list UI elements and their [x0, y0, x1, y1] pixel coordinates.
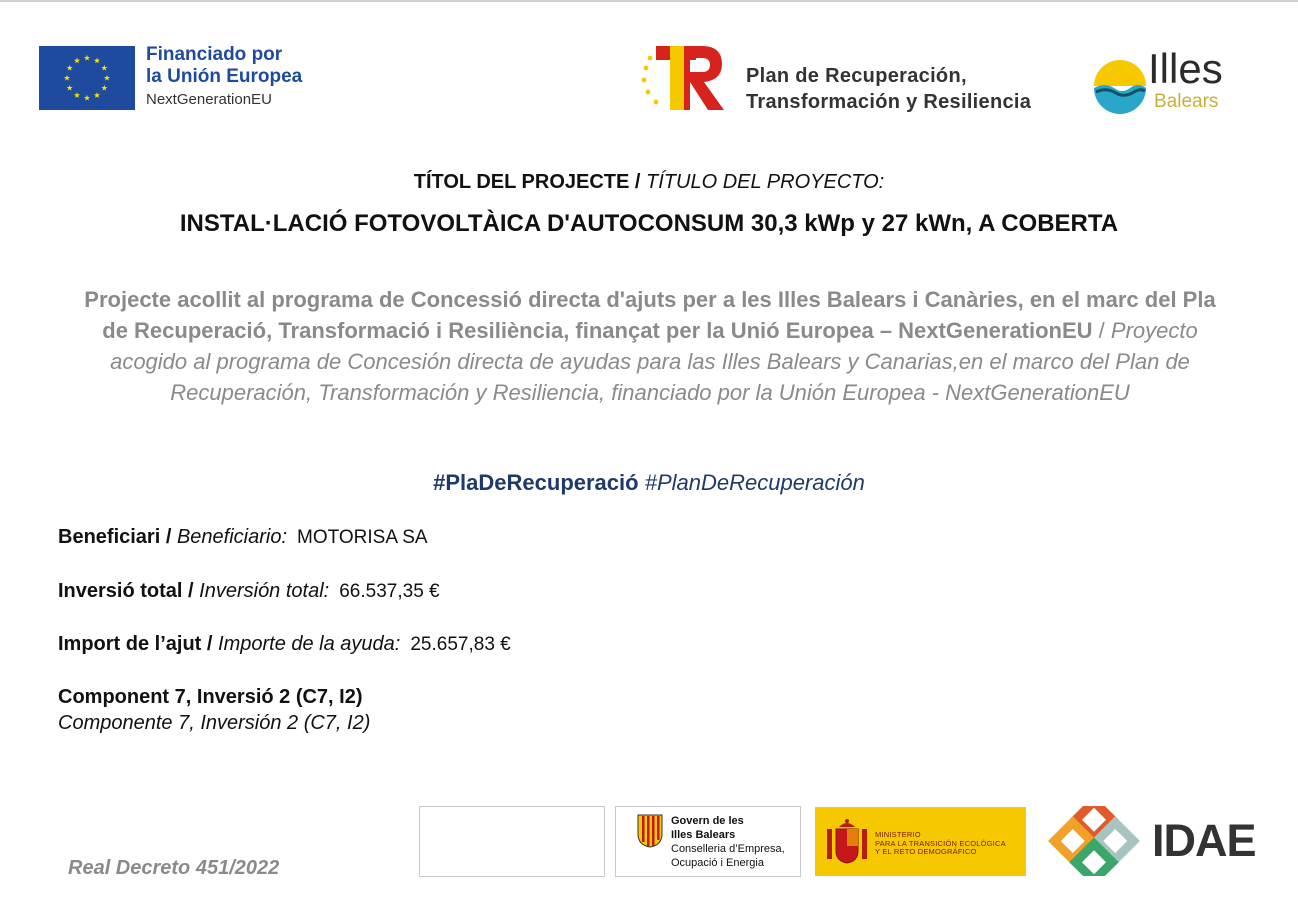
eu-line1: Financiado por [146, 44, 283, 65]
title-separator: / [629, 171, 647, 193]
aid-amount-row [58, 633, 511, 656]
field-label-ca: Import de l’ajut [58, 633, 202, 655]
govern-text [671, 814, 785, 870]
govern-line3: Conselleria d’Empresa, [671, 843, 785, 855]
prtr-line1: Plan de Recuperación, [746, 65, 967, 87]
field-separator: / [182, 580, 200, 602]
prtr-logo-icon [640, 44, 726, 112]
idae-text: IDAE [1152, 815, 1256, 866]
description-separator: / [1092, 318, 1111, 343]
eu-line2: la Unión Europea [146, 66, 303, 87]
hashtags [0, 470, 1298, 496]
ministerio-logo [815, 807, 1026, 876]
field-value: MOTORISA SA [297, 527, 428, 548]
field-label-es: Importe de la ayuda: [218, 633, 401, 655]
project-title: INSTAL·LACIÓ FOTOVOLTÀICA D'AUTOCONSUM 30,3 kWp y 27 kWn, A COBERTA [179, 210, 1119, 237]
eu-funding-text [146, 44, 302, 111]
title-label-es: TÍTULO DEL PROYECTO: [646, 171, 885, 193]
field-label-ca: Beneficiari [58, 526, 161, 548]
component-es: Componente 7, Inversión 2 (C7, I2) [58, 712, 371, 734]
ministerio-line2: PARA LA TRANSICIÓN ECOLÓGICA [875, 838, 1006, 848]
spain-coat-of-arms-icon [823, 817, 871, 867]
field-label-es: Inversión total: [199, 580, 330, 602]
description-ca: Projecte acollit al programa de Concessió directa d'ajuts per a les Illes Balears i Canàries, en el marc del Pla de Recuperació, Transformació i Resiliència, finançat per la Unió Europea – NextGenerationEU [84, 287, 1216, 343]
prtr-line2: Transformación y Resiliencia [746, 91, 1032, 113]
field-separator: / [160, 526, 177, 548]
field-value: 66.537,35 € [339, 581, 440, 602]
govern-illes-balears-logo [615, 806, 801, 877]
ministerio-text [875, 831, 1006, 857]
total-investment-row [58, 580, 440, 603]
ministerio-line3: Y EL RETO DEMOGRÁFICO [875, 847, 977, 856]
hashtag-ca: #PlaDeRecuperació [433, 470, 639, 495]
field-label-ca: Inversió total [58, 580, 183, 602]
hashtag-es: #PlanDeRecuperación [644, 470, 865, 495]
component-info [58, 684, 370, 736]
beneficiary-row [58, 526, 428, 549]
ministerio-line1: MINISTERIO [875, 830, 921, 839]
govern-line2: Illes Balears [671, 829, 736, 841]
illes-balears-sun-icon [1090, 58, 1150, 114]
field-value: 25.657,83 € [410, 634, 511, 655]
balears-text: Balears [1154, 91, 1219, 112]
description-es: Proyecto acogido al programa de Concesión directa de ayudas para las Illes Balears y Canarias,en el marco del Plan de Recuperación, Transformación y Resiliencia, financiado por la Unión Europea - NextGenerationEU [110, 318, 1198, 405]
idae-emblem-icon [1044, 806, 1144, 876]
field-label-es: Beneficiario: [176, 526, 287, 548]
field-separator: / [201, 633, 219, 655]
empty-logo-box [419, 806, 605, 877]
decree-reference: Real Decreto 451/2022 [68, 857, 280, 879]
govern-line1: Govern de les [671, 815, 744, 827]
balears-shield-icon [637, 814, 663, 848]
title-label-ca: TÍTOL DEL PROJECTE [413, 171, 630, 193]
govern-line4: Ocupació i Energia [671, 857, 764, 869]
prtr-text [746, 63, 1031, 115]
illes-text: Illes [1148, 45, 1223, 92]
eu-flag-icon [39, 46, 135, 110]
top-divider [0, 0, 1298, 2]
eu-line3: NextGenerationEU [146, 91, 272, 108]
program-description [80, 284, 1220, 408]
project-title-label [0, 171, 1298, 194]
component-ca: Component 7, Inversió 2 (C7, I2) [58, 686, 363, 708]
